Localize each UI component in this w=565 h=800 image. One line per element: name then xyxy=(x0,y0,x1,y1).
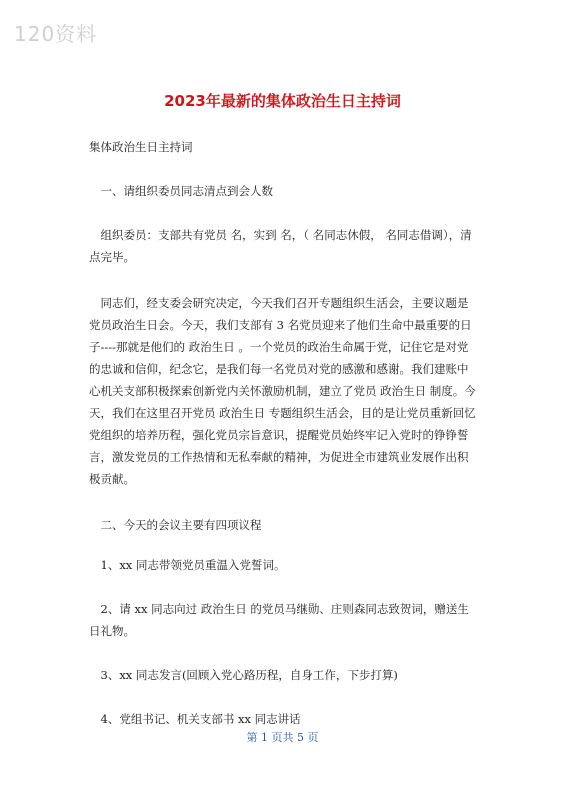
agenda-item-3: 3、xx 同志发言(回顾入党心路历程，自身工作，下步打算) xyxy=(100,668,398,682)
page-footer: 第 1 页共 5 页 xyxy=(246,731,319,744)
document-body xyxy=(89,136,477,730)
paragraph-opening-speech: 同志们，经支委会研究决定，今天我们召开专题组织生活会，主要议题是党员政治生日会。今天，我们支部有 3 名党员迎来了他们生命中最重要的日子----那就是他们的 政治生日 。一个党员的政治生命属于党，记住它是对党的忠诚和信仰，纪念它，是我们每一名党员对党的感激和感谢。我们建账中心机关支部积极探索创新党内关怀激励机制，建立了党员 政治生日 制度。今天，我们在这里召开党员 政治生日 专题组织生活会，目的是让党员重新回忆党组织的培养历程，强化党员宗旨意识，提醒党员始终牢记入党时的铮铮誓言，激发党员的工作热情和无私奉献的精神，为促进全市建筑业发展作出积极贡献。 xyxy=(89,296,476,486)
subtitle-paragraph: 集体政治生日主持词 xyxy=(89,140,193,154)
watermark: 120资料 xyxy=(14,22,98,46)
section-heading-1: 一、请组织委员同志清点到会人数 xyxy=(100,184,273,198)
paragraph-roll-call: 组织委员：支部共有党员 名，实到 名，（ 名同志休假， 名同志借调），清点完毕。 xyxy=(89,228,472,264)
agenda-item-1: 1、xx 同志带领党员重温入党誓词。 xyxy=(100,558,286,572)
agenda-item-2: 2、请 xx 同志向过 政治生日 的党员马继勋、庄则森同志致贺词，赠送生日礼物。 xyxy=(89,602,469,638)
agenda-item-4: 4、党组书记、机关支部书 xx 同志讲话 xyxy=(100,712,301,726)
document-title: 2023年最新的集体政治生日主持词 xyxy=(164,92,401,110)
section-heading-2: 二、今天的会议主要有四项议程 xyxy=(100,518,262,532)
